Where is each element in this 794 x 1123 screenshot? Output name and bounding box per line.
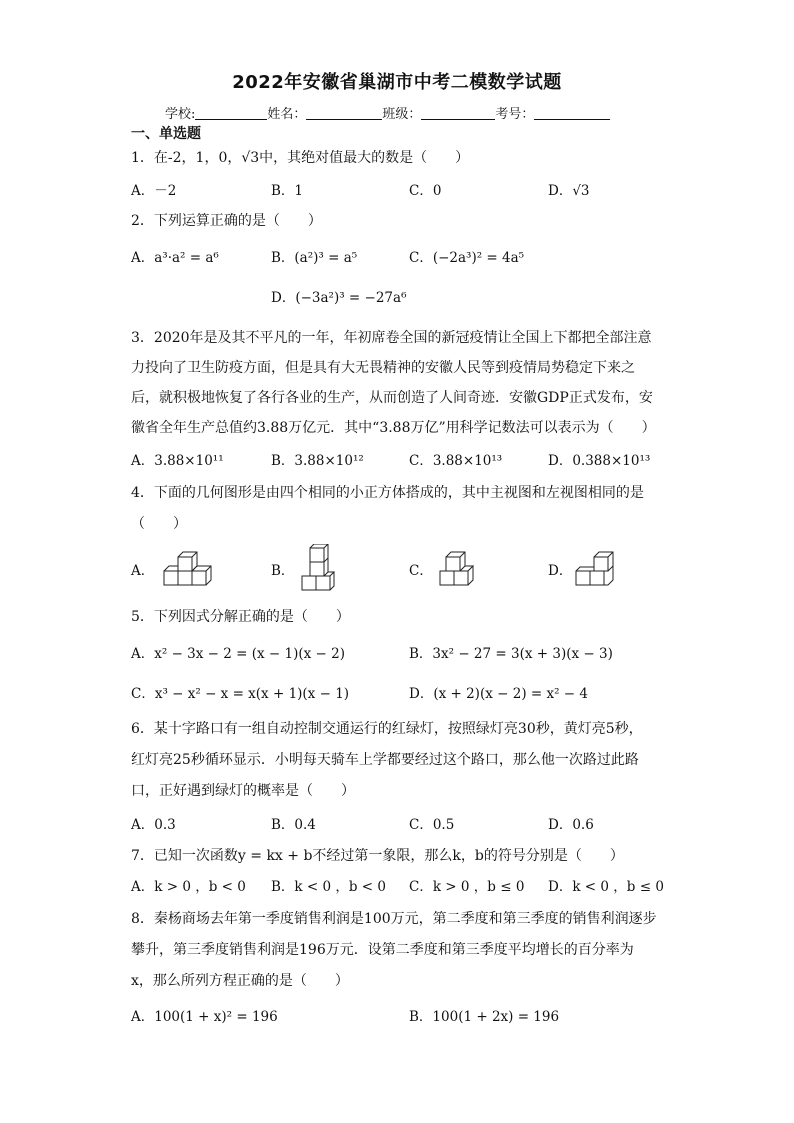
q4-figure-a [160, 549, 216, 587]
q1-stem: 1．在-2，1，0，√3中，其绝对值最大的数是（ ） [131, 150, 470, 166]
q7-stem: 7．已知一次函数y = kx + b不经过第一象限，那么k，b的符号分别是（ ） [131, 848, 624, 864]
q4-figure-b [296, 544, 338, 592]
q1-option-c: C．0 [409, 183, 442, 199]
q5-stem: 5．下列因式分解正确的是（ ） [131, 609, 350, 625]
q3-line-4: 徽省全年生产总值约3.88万亿元．其中“3.88万亿”用科学记数法可以表示为（ ） [131, 420, 656, 436]
q5-option-b: B．3x² − 27 = 3(x + 3)(x − 3) [409, 646, 613, 662]
q4-option-b: B． [271, 563, 295, 579]
name-blank [306, 105, 382, 120]
q1-option-a: A．－2 [131, 183, 177, 199]
q6-option-d: D．0.6 [548, 817, 594, 833]
q2-option-b: B．(a²)³ = a⁵ [271, 250, 358, 266]
q6-option-b: B．0.4 [271, 817, 316, 833]
q4-option-a: A． [131, 563, 155, 579]
q4-figure-c [436, 549, 480, 587]
q2-option-d: D．(−3a²)³ = −27a⁶ [271, 290, 407, 306]
q6-line-1: 6．某十字路口有一组自动控制交通运行的红绿灯，按照绿灯亮30秒，黄灯亮5秒， [131, 721, 643, 737]
q2-stem: 2．下列运算正确的是（ ） [131, 213, 322, 229]
q7-option-d: D．k < 0 ，b ≤ 0 [548, 879, 664, 895]
q4-line-2: （ ） [131, 516, 187, 532]
q6-option-c: C．0.5 [409, 817, 455, 833]
class-label: 班级： [382, 107, 422, 122]
q5-option-d: D．(x + 2)(x − 2) = x² − 4 [409, 686, 588, 702]
q8-line-3: x，那么所列方程正确的是（ ） [131, 973, 349, 989]
q4-option-d: D． [548, 563, 573, 579]
q3-line-2: 力投向了卫生防疫方面，但是具有大无畏精神的安徽人民等到疫情局势稳定下来之 [131, 360, 635, 376]
q8-line-2: 攀升，第三季度销售利润是196万元．设第二季度和第三季度平均增长的百分率为 [131, 942, 634, 958]
section-heading: 一、单选题 [131, 126, 201, 142]
q2-option-c: C．(−2a³)² = 4a⁵ [409, 250, 525, 266]
q7-option-b: B．k < 0 ，b < 0 [271, 879, 387, 895]
school-label: 学校: [165, 107, 196, 122]
q5-option-c: C．x³ − x² − x = x(x + 1)(x − 1) [131, 686, 350, 702]
school-blank [195, 105, 267, 120]
q4-figure-d [572, 547, 618, 587]
q2-option-a: A．a³·a² = a⁶ [131, 250, 219, 266]
q3-line-3: 后，就积极地恢复了各行各业的生产，从而创造了人间奇迹．安徽GDP正式发布，安 [131, 390, 653, 406]
q3-option-a: A．3.88×10¹¹ [131, 453, 224, 469]
q7-option-a: A．k > 0 ，b < 0 [131, 879, 246, 895]
class-blank [421, 105, 495, 120]
q8-line-1: 8．秦杨商场去年第一季度销售利润是100万元，第二季度和第三季度的销售利润逐步 [131, 911, 657, 927]
q5-option-a: A．x² − 3x − 2 = (x − 1)(x − 2) [131, 646, 346, 662]
student-info-row [165, 103, 610, 122]
q3-option-c: C．3.88×10¹³ [409, 453, 503, 469]
q6-line-3: 口，正好遇到绿灯的概率是（ ） [131, 783, 355, 799]
q3-option-b: B．3.88×10¹² [271, 453, 364, 469]
number-blank [534, 105, 610, 120]
q6-line-2: 红灯亮25秒循环显示．小明每天骑车上学都要经过这个路口，那么他一次路过此路 [131, 752, 639, 768]
q6-option-a: A．0.3 [131, 817, 176, 833]
q7-option-c: C．k > 0 ，b ≤ 0 [409, 879, 525, 895]
q8-option-b: B．100(1 + 2x) = 196 [409, 1009, 560, 1025]
number-label: 考号： [495, 107, 535, 122]
q3-line-1: 3．2020年是及其不平凡的一年，年初席卷全国的新冠疫情让全国上下都把全部注意 [131, 330, 652, 346]
q1-option-b: B．1 [271, 183, 304, 199]
q4-option-c: C． [409, 563, 433, 579]
name-label: 姓名： [267, 107, 307, 122]
q3-option-d: D．0.388×10¹³ [548, 453, 651, 469]
q8-option-a: A．100(1 + x)² = 196 [131, 1009, 278, 1025]
q4-line-1: 4．下面的几何图形是由四个相同的小正方体搭成的，其中主视图和左视图相同的是 [131, 485, 644, 501]
exam-title: 2022年安徽省巢湖市中考二模数学试题 [232, 72, 562, 93]
q1-option-d: D．√3 [548, 183, 590, 199]
